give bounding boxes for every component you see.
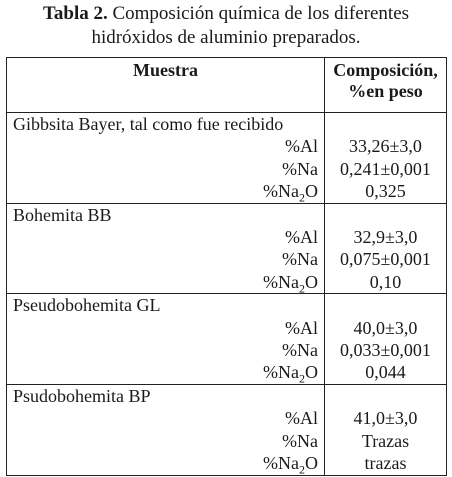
property-label: %Al (285, 408, 318, 429)
property-value: 0,033±0,001 (325, 339, 447, 361)
property-name (7, 407, 325, 429)
property-label: %Na (282, 249, 318, 270)
table-body (7, 113, 447, 476)
header-composicion-line-2: %en peso (348, 81, 423, 101)
property-name (7, 226, 325, 248)
property-value: 40,0±3,0 (325, 317, 447, 339)
property-row (7, 135, 447, 157)
property-row (7, 452, 447, 475)
property-value: 0,10 (325, 271, 447, 294)
header-composicion (325, 58, 447, 113)
sample-name: Bohemita BB (7, 203, 325, 226)
property-name (7, 452, 325, 475)
property-label-suffix: O (305, 271, 318, 292)
property-subscript: 2 (299, 190, 305, 205)
property-label: %Al (285, 136, 318, 157)
header-muestra: Muestra (7, 58, 325, 113)
property-row (7, 158, 447, 180)
property-label: %Na (282, 158, 318, 179)
property-name (7, 180, 325, 203)
sample-name: Gibbsita Bayer, tal como fue recibido (7, 113, 325, 136)
empty-cell (325, 113, 447, 136)
property-row (7, 226, 447, 248)
property-row (7, 407, 447, 429)
composition-table (6, 57, 447, 476)
property-name (7, 135, 325, 157)
property-value: 33,26±3,0 (325, 135, 447, 157)
property-value: 0,241±0,001 (325, 158, 447, 180)
header-composicion-line-1: Composición, (333, 60, 438, 80)
property-name (7, 361, 325, 387)
property-label-suffix: O (305, 362, 318, 383)
property-label: %Na (263, 453, 299, 474)
empty-cell (325, 384, 447, 407)
property-label: %Na (263, 362, 299, 383)
property-row (7, 361, 447, 384)
property-row (7, 180, 447, 203)
caption-label: Tabla 2. (42, 3, 108, 24)
sample-row (7, 203, 447, 226)
property-name (7, 317, 325, 339)
property-subscript: 2 (299, 372, 305, 387)
property-label: %Na (282, 340, 318, 361)
property-label: %Na (263, 181, 299, 202)
sample-name: Pseudobohemita GL (7, 294, 325, 317)
sample-row (7, 113, 447, 136)
caption-text-1: Composición química de los diferentes (107, 3, 410, 24)
property-name (7, 430, 325, 452)
property-row (7, 339, 447, 361)
property-name (7, 339, 325, 361)
property-row (7, 430, 447, 452)
property-label: %Na (282, 430, 318, 451)
property-name (7, 248, 325, 270)
property-label-suffix: O (305, 181, 318, 202)
property-subscript: 2 (299, 462, 305, 477)
caption-line-1 (0, 2, 452, 26)
property-value: 0,044 (325, 361, 447, 384)
property-name (7, 271, 325, 294)
property-value: 0,325 (325, 180, 447, 203)
property-row (7, 248, 447, 270)
property-label: %Na (263, 271, 299, 292)
sample-row (7, 294, 447, 317)
property-label: %Al (285, 227, 318, 248)
sample-row (7, 384, 447, 407)
property-subscript: 2 (299, 281, 305, 296)
property-value: Trazas (325, 430, 447, 452)
header-row (7, 58, 447, 113)
table-caption (0, 2, 452, 50)
property-row (7, 317, 447, 339)
sample-name: Psudobohemita BP (7, 384, 325, 407)
property-value: trazas (325, 452, 447, 475)
caption-text-2: hidróxidos de aluminio preparados. (91, 27, 361, 48)
property-value: 0,075±0,001 (325, 248, 447, 270)
property-label-suffix: O (305, 453, 318, 474)
property-label: %Al (285, 317, 318, 338)
property-row (7, 271, 447, 294)
property-value: 41,0±3,0 (325, 407, 447, 429)
empty-cell (325, 294, 447, 317)
property-name (7, 158, 325, 180)
empty-cell (325, 203, 447, 226)
property-value: 32,9±3,0 (325, 226, 447, 248)
